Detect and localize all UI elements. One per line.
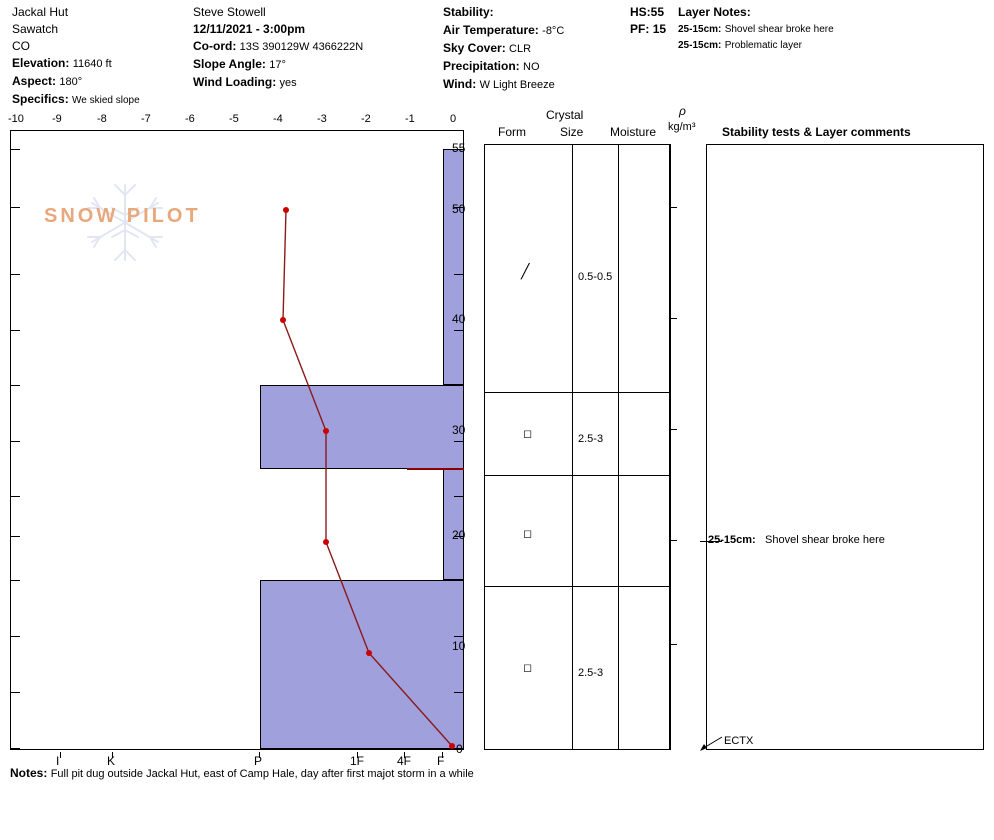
elevation-value: 11640 ft bbox=[72, 58, 112, 70]
density-axis-line bbox=[670, 144, 671, 750]
hardness-tick-label: P bbox=[254, 754, 263, 768]
pf-label: PF: bbox=[630, 22, 650, 36]
temp-tick-label: -6 bbox=[185, 113, 195, 125]
temp-tick-label: -5 bbox=[229, 113, 239, 125]
pit-header bbox=[0, 0, 994, 115]
range-name: Sawatch bbox=[12, 22, 59, 36]
layer-note-depth: 25-15cm: bbox=[678, 24, 722, 35]
layer-notes-title: Layer Notes: bbox=[678, 5, 751, 19]
rho-symbol: ρ bbox=[679, 104, 686, 118]
temperature-point bbox=[323, 428, 329, 434]
header-row bbox=[193, 74, 438, 92]
precipitation-label: Precipitation: bbox=[443, 59, 520, 73]
pf-value: 15 bbox=[652, 22, 667, 36]
layer-note-item bbox=[678, 21, 988, 37]
header-column-layer-notes bbox=[678, 4, 988, 53]
density-tick bbox=[670, 429, 677, 430]
header-row bbox=[12, 73, 187, 91]
depth-label: 40 bbox=[452, 312, 466, 326]
layer-note-depth: 25-15cm: bbox=[678, 40, 722, 51]
header-column-hs-pf bbox=[630, 4, 678, 38]
temperature-point bbox=[280, 317, 286, 323]
crystal-column-headers bbox=[484, 108, 670, 146]
header-row bbox=[12, 38, 187, 55]
header-row bbox=[630, 4, 678, 21]
layer-boundary bbox=[485, 586, 669, 587]
coord-value: 13S 390129W 4366222N bbox=[239, 41, 364, 53]
header-row bbox=[193, 56, 438, 74]
temp-tick-label: -4 bbox=[273, 113, 283, 125]
temperature-point bbox=[283, 207, 289, 213]
density-tick bbox=[670, 318, 677, 319]
slope-angle-value: 17° bbox=[269, 59, 286, 71]
header-row bbox=[12, 55, 187, 73]
depth-label: 50 bbox=[452, 202, 466, 216]
layer-comment-text: Shovel shear broke here bbox=[765, 534, 885, 546]
density-tick bbox=[670, 207, 677, 208]
layer-note-text: Shovel shear broke here bbox=[724, 24, 834, 35]
aspect-label: Aspect: bbox=[12, 74, 57, 88]
hardness-tick-label: I bbox=[56, 754, 60, 768]
layer-note-text: Problematic layer bbox=[724, 40, 802, 51]
density-column bbox=[670, 144, 706, 750]
stability-label: Stability: bbox=[443, 5, 494, 19]
wind-loading-value: yes bbox=[279, 77, 297, 89]
temp-tick-label: -3 bbox=[317, 113, 327, 125]
temp-tick-label: -2 bbox=[361, 113, 371, 125]
header-row bbox=[443, 76, 628, 94]
rounded-grains-icon: ◻ bbox=[523, 528, 533, 540]
air-temp-label: Air Temperature: bbox=[443, 23, 539, 37]
notes-label: Notes: bbox=[10, 766, 48, 780]
depth-label: 10 bbox=[452, 639, 466, 653]
temperature-point bbox=[323, 539, 329, 545]
wind-value: W Light Breeze bbox=[479, 79, 555, 91]
site-name: Jackal Hut bbox=[12, 5, 69, 19]
state-name: CO bbox=[12, 39, 30, 53]
depth-label: 30 bbox=[452, 423, 466, 437]
grain-size-value: 2.5-3 bbox=[578, 667, 604, 679]
specifics-value: We skied slope bbox=[72, 95, 140, 106]
layer-comment-depth: 25-15cm: bbox=[708, 534, 756, 546]
header-row bbox=[12, 4, 187, 21]
temp-tick-label: -1 bbox=[405, 113, 415, 125]
notes-text: Full pit dug outside Jackal Hut, east of Camp Hale, day after first majot storm in a while bbox=[50, 768, 474, 780]
wind-loading-label: Wind Loading: bbox=[193, 75, 277, 89]
header-row bbox=[443, 22, 628, 40]
header-row bbox=[193, 4, 438, 21]
crystal-table bbox=[484, 144, 670, 750]
header-column-weather bbox=[443, 4, 628, 94]
depth-label: 20 bbox=[452, 528, 466, 542]
header-column-location bbox=[12, 4, 187, 109]
ectx-label: ECTX bbox=[724, 735, 754, 747]
header-row bbox=[12, 21, 187, 38]
column-divider bbox=[618, 145, 619, 749]
specifics-label: Specifics: bbox=[12, 92, 69, 106]
observer-name: Steve Stowell bbox=[193, 5, 266, 19]
moisture-header: Moisture bbox=[610, 125, 657, 139]
rounded-grains-icon: ◻ bbox=[523, 428, 533, 440]
notes-row bbox=[10, 766, 984, 780]
temp-tick-label: -7 bbox=[141, 113, 151, 125]
layer-note-item bbox=[678, 37, 988, 53]
hs-label: HS: bbox=[630, 5, 651, 19]
wind-label: Wind: bbox=[443, 77, 477, 91]
header-row bbox=[443, 4, 628, 22]
temperature-axis bbox=[10, 113, 464, 129]
elevation-label: Elevation: bbox=[12, 56, 70, 70]
depth-label: 55 bbox=[452, 141, 466, 155]
watermark-text: SNOW PILOT bbox=[44, 205, 201, 227]
header-row bbox=[630, 21, 678, 38]
header-row bbox=[193, 38, 438, 56]
temp-tick-label: -10 bbox=[8, 113, 24, 125]
density-tick bbox=[670, 540, 677, 541]
grain-size-value: 2.5-3 bbox=[578, 433, 604, 445]
hs-value: 55 bbox=[650, 5, 665, 19]
crystal-title: Crystal bbox=[546, 108, 584, 122]
header-row bbox=[193, 21, 438, 38]
hardness-tick-label: F bbox=[437, 754, 445, 768]
layer-boundary bbox=[485, 475, 669, 476]
hardness-tick-label: 1F bbox=[350, 754, 365, 768]
density-tick bbox=[670, 644, 677, 645]
stability-tests-header: Stability tests & Layer comments bbox=[722, 125, 911, 139]
coord-label: Co-ord: bbox=[193, 39, 237, 53]
header-row bbox=[443, 58, 628, 76]
datetime-value: 12/11/2021 - 3:00pm bbox=[193, 22, 306, 36]
grain-size-value: 0.5-0.5 bbox=[578, 271, 613, 283]
form-header: Form bbox=[498, 125, 526, 139]
header-row bbox=[12, 91, 187, 109]
sky-cover-label: Sky Cover: bbox=[443, 41, 506, 55]
temp-tick-label: -9 bbox=[52, 113, 62, 125]
precip-particles-icon: ╱ bbox=[521, 263, 530, 279]
layer-boundary bbox=[485, 392, 669, 393]
density-units: kg/m³ bbox=[668, 121, 696, 133]
sky-cover-value: CLR bbox=[509, 43, 532, 55]
temp-tick-label: -8 bbox=[97, 113, 107, 125]
size-header: Size bbox=[560, 125, 584, 139]
stability-comments-panel bbox=[706, 144, 984, 750]
slope-angle-label: Slope Angle: bbox=[193, 57, 266, 71]
rounded-grains-icon: ◻ bbox=[523, 662, 533, 674]
header-column-observer bbox=[193, 4, 438, 92]
temp-tick-label: 0 bbox=[450, 113, 457, 125]
aspect-value: 180° bbox=[59, 76, 83, 88]
hardness-tick-label: 4F bbox=[397, 754, 412, 768]
hardness-tick-label: K bbox=[107, 754, 116, 768]
header-row bbox=[443, 40, 628, 58]
temperature-point bbox=[366, 650, 372, 656]
depth-label: 0 bbox=[456, 742, 463, 756]
precipitation-value: NO bbox=[523, 61, 540, 73]
column-divider bbox=[572, 145, 573, 749]
temperature-point bbox=[449, 743, 455, 749]
air-temp-value: -8°C bbox=[542, 25, 565, 37]
